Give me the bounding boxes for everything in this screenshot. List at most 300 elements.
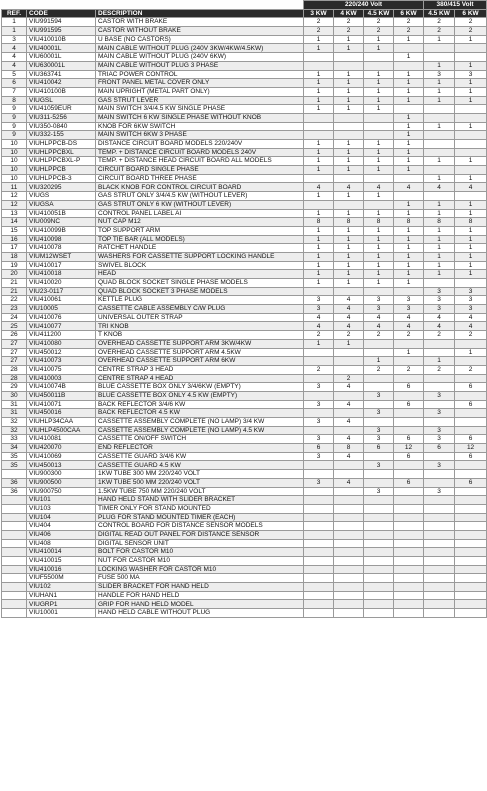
- ref-cell: 28: [2, 365, 27, 374]
- ref-cell: 27: [2, 348, 27, 357]
- qty-6kw-cell: 1: [394, 252, 424, 261]
- code-cell: VIU450011B: [27, 391, 96, 400]
- qty-6kw-cell: 4: [394, 313, 424, 322]
- qty-3kw-cell: [304, 287, 334, 296]
- qty-6kw-3ph-cell: [455, 44, 487, 53]
- qty-4-5kw-cell: 3: [364, 435, 394, 444]
- qty-3kw-cell: 1: [304, 339, 334, 348]
- qty-6kw-cell: [394, 357, 424, 366]
- qty-3kw-cell: [304, 609, 334, 618]
- qty-3kw-cell: 1: [304, 157, 334, 166]
- qty-4kw-cell: [334, 287, 364, 296]
- description-cell: MAIN CABLE WITHOUT PLUG 3 PHASE: [96, 61, 304, 70]
- qty-4kw-cell: [334, 513, 364, 522]
- qty-4-5kw-3ph-cell: [424, 140, 455, 149]
- qty-4-5kw-cell: 1: [364, 157, 394, 166]
- qty-3kw-cell: [304, 470, 334, 479]
- qty-4-5kw-cell: [364, 61, 394, 70]
- code-cell: VIU630001L: [27, 61, 96, 70]
- qty-4-5kw-3ph-cell: 2: [424, 27, 455, 36]
- code-cell: VIUHLP34CAA: [27, 418, 96, 427]
- code-cell: VIU009NC: [27, 218, 96, 227]
- ref-cell: 10: [2, 166, 27, 175]
- qty-4kw-cell: 1: [334, 157, 364, 166]
- code-cell: VIUGSL: [27, 96, 96, 105]
- qty-6kw-cell: [394, 565, 424, 574]
- qty-6kw-cell: 6: [394, 400, 424, 409]
- description-cell: END REFLECTOR: [96, 444, 304, 453]
- code-cell: VIU420070: [27, 444, 96, 453]
- qty-6kw-cell: 2: [394, 365, 424, 374]
- qty-4-5kw-3ph-cell: [424, 565, 455, 574]
- qty-6kw-cell: 8: [394, 218, 424, 227]
- description-cell: CONTROL BOARD FOR DISTANCE SENSOR MODELS: [96, 522, 304, 531]
- qty-3kw-cell: [304, 565, 334, 574]
- table-row: [2, 539, 487, 548]
- qty-3kw-cell: 3: [304, 400, 334, 409]
- qty-4-5kw-3ph-cell: [424, 591, 455, 600]
- qty-3kw-cell: [304, 557, 334, 566]
- qty-4kw-cell: 4: [334, 305, 364, 314]
- ref-cell: 30: [2, 391, 27, 400]
- qty-6kw-cell: 1: [394, 226, 424, 235]
- qty-3kw-cell: 6: [304, 444, 334, 453]
- qty-6kw-3ph-cell: 2: [455, 18, 487, 27]
- qty-6kw-cell: [394, 504, 424, 513]
- qty-4-5kw-3ph-cell: 3: [424, 391, 455, 400]
- table-row: [2, 348, 487, 357]
- ref-cell: [2, 513, 27, 522]
- qty-3kw-cell: 1: [304, 166, 334, 175]
- qty-3kw-cell: [304, 548, 334, 557]
- table-row: [2, 79, 487, 88]
- qty-4-5kw-3ph-cell: [424, 113, 455, 122]
- kw6-header: 6 KW: [394, 9, 424, 18]
- kw45-3phase-header: 4.5 KW: [424, 9, 455, 18]
- qty-4-5kw-cell: 3: [364, 409, 394, 418]
- qty-4-5kw-cell: 2: [364, 331, 394, 340]
- qty-3kw-cell: 1: [304, 35, 334, 44]
- ref-cell: 32: [2, 418, 27, 427]
- qty-4-5kw-3ph-cell: [424, 522, 455, 531]
- qty-6kw-3ph-cell: [455, 504, 487, 513]
- qty-6kw-3ph-cell: [455, 105, 487, 114]
- description-cell: TOP SUPPORT ARM: [96, 226, 304, 235]
- qty-4-5kw-3ph-cell: [424, 348, 455, 357]
- qty-4-5kw-cell: 1: [364, 166, 394, 175]
- description-cell: DIGITAL READ OUT PANEL FOR DISTANCE SENSOR: [96, 530, 304, 539]
- qty-3kw-cell: 1: [304, 270, 334, 279]
- description-cell: MAIN CABLE WITHOUT PLUG (240V 6KW): [96, 53, 304, 62]
- qty-3kw-cell: [304, 600, 334, 609]
- qty-6kw-cell: [394, 609, 424, 618]
- qty-4-5kw-3ph-cell: 3: [424, 305, 455, 314]
- table-row: [2, 565, 487, 574]
- qty-6kw-cell: 1: [394, 261, 424, 270]
- parts-table-body: [2, 18, 487, 617]
- qty-4kw-cell: 8: [334, 444, 364, 453]
- qty-4kw-cell: [334, 409, 364, 418]
- qty-4kw-cell: [334, 174, 364, 183]
- qty-4-5kw-3ph-cell: [424, 470, 455, 479]
- qty-6kw-3ph-cell: 1: [455, 252, 487, 261]
- qty-3kw-cell: 1: [304, 252, 334, 261]
- ref-cell: 25: [2, 322, 27, 331]
- qty-4-5kw-3ph-cell: [424, 105, 455, 114]
- qty-4-5kw-cell: 3: [364, 461, 394, 470]
- qty-4kw-cell: 1: [334, 79, 364, 88]
- qty-6kw-3ph-cell: [455, 53, 487, 62]
- code-cell: VIU991595: [27, 27, 96, 36]
- qty-6kw-3ph-cell: 3: [455, 305, 487, 314]
- qty-4kw-cell: 4: [334, 435, 364, 444]
- qty-3kw-cell: 1: [304, 105, 334, 114]
- qty-3kw-cell: 3: [304, 305, 334, 314]
- code-cell: VIU320295: [27, 183, 96, 192]
- qty-4kw-cell: 1: [334, 244, 364, 253]
- qty-6kw-cell: [394, 391, 424, 400]
- qty-4-5kw-cell: [364, 287, 394, 296]
- qty-4-5kw-3ph-cell: [424, 192, 455, 201]
- code-cell: VIUHLPPCBXL: [27, 148, 96, 157]
- description-cell: HEAD: [96, 270, 304, 279]
- qty-4kw-cell: [334, 522, 364, 531]
- ref-cell: 12: [2, 200, 27, 209]
- qty-3kw-cell: 1: [304, 226, 334, 235]
- qty-6kw-3ph-cell: [455, 374, 487, 383]
- code-cell: VIU10005: [27, 305, 96, 314]
- qty-6kw-3ph-cell: [455, 557, 487, 566]
- ref-cell: 18: [2, 252, 27, 261]
- code-cell: VIU10001: [27, 609, 96, 618]
- qty-4kw-cell: 1: [334, 96, 364, 105]
- code-cell: VIU408: [27, 539, 96, 548]
- qty-4-5kw-cell: 1: [364, 70, 394, 79]
- qty-4-5kw-cell: [364, 470, 394, 479]
- qty-6kw-3ph-cell: 1: [455, 35, 487, 44]
- qty-6kw-cell: 3: [394, 305, 424, 314]
- qty-4-5kw-3ph-cell: [424, 166, 455, 175]
- qty-4-5kw-cell: 1: [364, 252, 394, 261]
- table-row: [2, 44, 487, 53]
- qty-4kw-cell: [334, 583, 364, 592]
- qty-4-5kw-cell: 1: [364, 140, 394, 149]
- qty-4-5kw-cell: 2: [364, 365, 394, 374]
- table-row: [2, 35, 487, 44]
- code-cell: VIU410061: [27, 296, 96, 305]
- qty-4-5kw-cell: [364, 565, 394, 574]
- qty-4kw-cell: [334, 391, 364, 400]
- code-cell: VIU410069: [27, 452, 96, 461]
- qty-4-5kw-3ph-cell: [424, 44, 455, 53]
- qty-4kw-cell: [334, 470, 364, 479]
- qty-3kw-cell: [304, 574, 334, 583]
- qty-4-5kw-3ph-cell: 3: [424, 70, 455, 79]
- ref-cell: 35: [2, 452, 27, 461]
- table-row: [2, 409, 487, 418]
- description-cell: CONTROL PANEL LABEL AI: [96, 209, 304, 218]
- qty-6kw-cell: [394, 496, 424, 505]
- qty-3kw-cell: [304, 583, 334, 592]
- qty-3kw-cell: 3: [304, 452, 334, 461]
- qty-4-5kw-3ph-cell: 3: [424, 296, 455, 305]
- table-row: [2, 548, 487, 557]
- qty-4kw-cell: [334, 548, 364, 557]
- qty-3kw-cell: 4: [304, 313, 334, 322]
- table-row: [2, 478, 487, 487]
- description-cell: TIMER ONLY FOR STAND MOUNTED: [96, 504, 304, 513]
- code-cell: VIU410042: [27, 79, 96, 88]
- qty-6kw-cell: 2: [394, 18, 424, 27]
- description-cell: FRONT PANEL METAL COVER ONLY: [96, 79, 304, 88]
- qty-4-5kw-3ph-cell: 1: [424, 122, 455, 131]
- qty-4-5kw-3ph-cell: 3: [424, 426, 455, 435]
- qty-4-5kw-3ph-cell: [424, 374, 455, 383]
- qty-6kw-3ph-cell: 1: [455, 244, 487, 253]
- qty-3kw-cell: [304, 53, 334, 62]
- qty-6kw-cell: [394, 61, 424, 70]
- qty-6kw-3ph-cell: 12: [455, 444, 487, 453]
- qty-4kw-cell: [334, 600, 364, 609]
- qty-4-5kw-cell: [364, 374, 394, 383]
- qty-4kw-cell: 2: [334, 331, 364, 340]
- ref-cell: 9: [2, 113, 27, 122]
- qty-4-5kw-cell: 4: [364, 322, 394, 331]
- qty-3kw-cell: [304, 530, 334, 539]
- qty-4-5kw-3ph-cell: [424, 148, 455, 157]
- qty-4-5kw-cell: 8: [364, 218, 394, 227]
- ref-cell: [2, 530, 27, 539]
- qty-4-5kw-3ph-cell: 1: [424, 261, 455, 270]
- qty-6kw-cell: [394, 418, 424, 427]
- qty-4kw-cell: [334, 609, 364, 618]
- description-cell: GAS STRUT ONLY 3/4/4.5 KW (WITHOUT LEVER): [96, 192, 304, 201]
- qty-4-5kw-cell: 2: [364, 18, 394, 27]
- qty-4-5kw-3ph-cell: 3: [424, 461, 455, 470]
- code-cell: VIU350-0840: [27, 122, 96, 131]
- qty-6kw-3ph-cell: [455, 166, 487, 175]
- table-row: [2, 96, 487, 105]
- qty-4-5kw-cell: 3: [364, 391, 394, 400]
- qty-4-5kw-cell: [364, 609, 394, 618]
- qty-6kw-cell: 1: [394, 35, 424, 44]
- description-cell: HAND HELD CABLE WITHOUT PLUG: [96, 609, 304, 618]
- table-row: [2, 235, 487, 244]
- table-row: [2, 530, 487, 539]
- table-row: [2, 557, 487, 566]
- description-cell: SLIDER BRACKET FOR HAND HELD: [96, 583, 304, 592]
- qty-6kw-cell: 6: [394, 478, 424, 487]
- qty-4-5kw-3ph-cell: [424, 53, 455, 62]
- qty-6kw-3ph-cell: 6: [455, 400, 487, 409]
- qty-4kw-cell: 4: [334, 296, 364, 305]
- qty-6kw-3ph-cell: [455, 279, 487, 288]
- code-cell: VIU102: [27, 583, 96, 592]
- qty-6kw-cell: 1: [394, 348, 424, 357]
- ref-cell: 14: [2, 218, 27, 227]
- qty-6kw-3ph-cell: [455, 409, 487, 418]
- description-cell: MAIN SWITCH 3/4/4.5 KW SINGLE PHASE: [96, 105, 304, 114]
- table-row: [2, 209, 487, 218]
- table-row: [2, 140, 487, 149]
- qty-4-5kw-cell: 2: [364, 27, 394, 36]
- ref-cell: 21: [2, 279, 27, 288]
- code-cell: VIU410020: [27, 279, 96, 288]
- table-row: [2, 218, 487, 227]
- header-spacer: [2, 1, 304, 10]
- qty-4-5kw-cell: [364, 348, 394, 357]
- ref-cell: 27: [2, 357, 27, 366]
- code-cell: VIU104: [27, 513, 96, 522]
- parts-table: [1, 0, 487, 618]
- qty-4-5kw-cell: 1: [364, 261, 394, 270]
- qty-6kw-3ph-cell: 6: [455, 383, 487, 392]
- qty-6kw-cell: [394, 557, 424, 566]
- qty-3kw-cell: [304, 357, 334, 366]
- qty-4-5kw-3ph-cell: 3: [424, 287, 455, 296]
- qty-4kw-cell: [334, 591, 364, 600]
- table-row: [2, 357, 487, 366]
- description-cell: RATCHET HANDLE: [96, 244, 304, 253]
- ref-cell: 4: [2, 53, 27, 62]
- table-row: [2, 244, 487, 253]
- qty-3kw-cell: 1: [304, 235, 334, 244]
- qty-3kw-cell: 2: [304, 18, 334, 27]
- qty-6kw-3ph-cell: 1: [455, 87, 487, 96]
- description-cell: NUT CAP M12: [96, 218, 304, 227]
- qty-6kw-cell: [394, 426, 424, 435]
- ref-cell: 8: [2, 96, 27, 105]
- qty-6kw-cell: 1: [394, 79, 424, 88]
- code-cell: VIU410074B: [27, 383, 96, 392]
- ref-cell: 27: [2, 339, 27, 348]
- qty-4-5kw-3ph-cell: [424, 539, 455, 548]
- qty-4kw-cell: [334, 200, 364, 209]
- qty-3kw-cell: [304, 391, 334, 400]
- table-row: [2, 70, 487, 79]
- qty-6kw-3ph-cell: 2: [455, 331, 487, 340]
- code-cell: VIUHLPPCB-DS: [27, 140, 96, 149]
- qty-4-5kw-3ph-cell: 1: [424, 96, 455, 105]
- description-cell: CASTOR WITHOUT BRAKE: [96, 27, 304, 36]
- qty-3kw-cell: 4: [304, 183, 334, 192]
- qty-4-5kw-cell: [364, 174, 394, 183]
- qty-6kw-cell: [394, 287, 424, 296]
- qty-4-5kw-cell: [364, 478, 394, 487]
- description-cell: CASSETTE CABLE ASSEMBLY C/W PLUG: [96, 305, 304, 314]
- description-cell: QUAD BLOCK SOCKET SINGLE PHASE MODELS: [96, 279, 304, 288]
- qty-6kw-3ph-cell: [455, 548, 487, 557]
- qty-3kw-cell: 3: [304, 435, 334, 444]
- qty-4-5kw-3ph-cell: 4: [424, 183, 455, 192]
- qty-3kw-cell: 3: [304, 418, 334, 427]
- qty-6kw-3ph-cell: 1: [455, 96, 487, 105]
- description-cell: TRI KNOB: [96, 322, 304, 331]
- qty-6kw-3ph-cell: 6: [455, 435, 487, 444]
- table-row: [2, 252, 487, 261]
- qty-4kw-cell: 1: [334, 252, 364, 261]
- voltage-group-220-240: 220/240 Volt: [304, 1, 424, 10]
- qty-6kw-cell: [394, 539, 424, 548]
- ref-cell: 1: [2, 27, 27, 36]
- ref-cell: [2, 496, 27, 505]
- qty-4kw-cell: 1: [334, 166, 364, 175]
- qty-4-5kw-3ph-cell: 1: [424, 35, 455, 44]
- column-header-row: [2, 9, 487, 18]
- description-cell: MAIN SWITCH 6KW 3 PHASE: [96, 131, 304, 140]
- description-cell: CASTOR WITH BRAKE: [96, 18, 304, 27]
- ref-cell: 13: [2, 209, 27, 218]
- qty-4-5kw-cell: [364, 504, 394, 513]
- qty-3kw-cell: 1: [304, 70, 334, 79]
- qty-4kw-cell: [334, 574, 364, 583]
- table-row: [2, 148, 487, 157]
- qty-3kw-cell: [304, 513, 334, 522]
- code-cell: VIUHLPPCBXL-P: [27, 157, 96, 166]
- qty-3kw-cell: [304, 200, 334, 209]
- qty-6kw-3ph-cell: 1: [455, 235, 487, 244]
- ref-cell: 10: [2, 148, 27, 157]
- description-cell: HAND HELD STAND WITH SLIDER BRACKET: [96, 496, 304, 505]
- voltage-group-380-415: 380/415 Volt: [424, 1, 487, 10]
- qty-4-5kw-3ph-cell: [424, 548, 455, 557]
- qty-6kw-3ph-cell: [455, 522, 487, 531]
- description-cell: BLUE CASSETTE BOX ONLY 4.5 KW (EMPTY): [96, 391, 304, 400]
- ref-cell: [2, 522, 27, 531]
- description-cell: DISTANCE CIRCUIT BOARD MODELS 220/240V: [96, 140, 304, 149]
- qty-4-5kw-3ph-cell: 3: [424, 487, 455, 496]
- description-cell: MAIN SWITCH 6 KW SINGLE PHASE WITHOUT KNOB: [96, 113, 304, 122]
- qty-6kw-cell: 1: [394, 96, 424, 105]
- qty-3kw-cell: [304, 122, 334, 131]
- table-row: [2, 383, 487, 392]
- qty-6kw-cell: 1: [394, 209, 424, 218]
- description-cell: CIRCUIT BOARD THREE PHASE: [96, 174, 304, 183]
- ref-cell: 31: [2, 409, 27, 418]
- qty-4-5kw-cell: 3: [364, 296, 394, 305]
- code-cell: VIU332-155: [27, 131, 96, 140]
- qty-6kw-3ph-cell: 1: [455, 122, 487, 131]
- qty-4-5kw-3ph-cell: 1: [424, 174, 455, 183]
- qty-3kw-cell: 1: [304, 96, 334, 105]
- ref-cell: [2, 539, 27, 548]
- qty-4kw-cell: [334, 426, 364, 435]
- qty-4-5kw-3ph-cell: [424, 400, 455, 409]
- code-cell: VIU900300: [27, 470, 96, 479]
- qty-4-5kw-3ph-cell: [424, 600, 455, 609]
- qty-4-5kw-3ph-cell: 1: [424, 252, 455, 261]
- qty-4kw-cell: 1: [334, 226, 364, 235]
- qty-6kw-cell: [394, 192, 424, 201]
- qty-4-5kw-3ph-cell: 1: [424, 270, 455, 279]
- qty-4-5kw-3ph-cell: 1: [424, 200, 455, 209]
- table-row: [2, 87, 487, 96]
- qty-4-5kw-3ph-cell: 1: [424, 244, 455, 253]
- table-row: [2, 444, 487, 453]
- table-row: [2, 461, 487, 470]
- description-cell: TOP TIE BAR (ALL MODELS): [96, 235, 304, 244]
- qty-4-5kw-cell: [364, 400, 394, 409]
- qty-6kw-cell: 2: [394, 331, 424, 340]
- ref-cell: 7: [2, 87, 27, 96]
- qty-6kw-cell: 1: [394, 235, 424, 244]
- ref-cell: 15: [2, 226, 27, 235]
- description-cell: NUT FOR CASTOR M10: [96, 557, 304, 566]
- qty-3kw-cell: [304, 487, 334, 496]
- qty-6kw-3ph-cell: [455, 600, 487, 609]
- table-row: [2, 522, 487, 531]
- description-cell: CENTRE STRAP 3 HEAD: [96, 365, 304, 374]
